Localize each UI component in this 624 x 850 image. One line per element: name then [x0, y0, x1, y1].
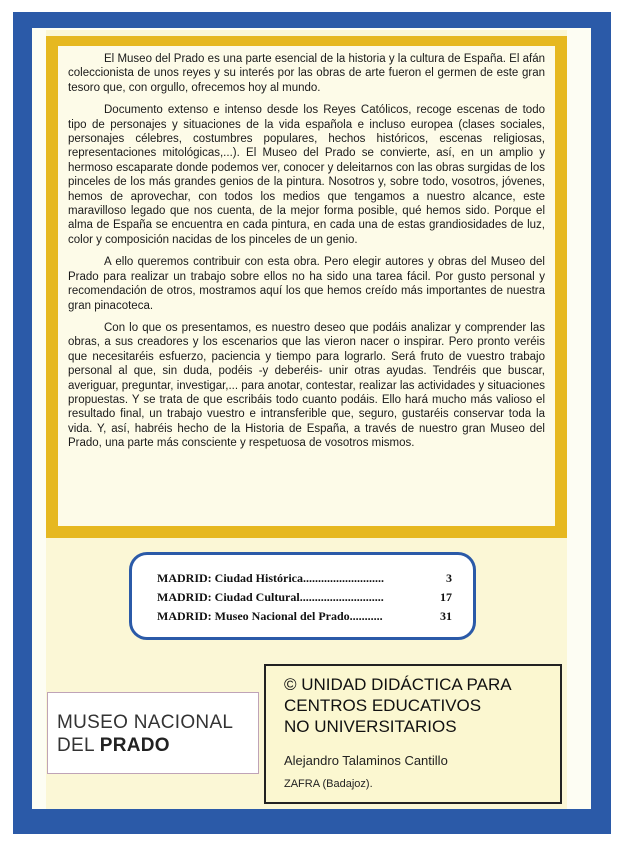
table-of-contents	[129, 552, 476, 640]
toc-dots: ...........................	[303, 571, 384, 585]
museo-logo-line2	[57, 734, 258, 757]
credits-author: Alejandro Talaminos Cantillo	[284, 753, 448, 768]
intro-paragraph-3: A ello queremos contribuir con esta obra. Pero elegir autores y obras del Museo del Prado para realizar un trabajo sobre ellos no ha sido una tarea fácil. Por gusto personal y recomendación de otros, mostramos aquí los que hemos creído más importantes de nuestra gran pinacoteca.	[68, 256, 545, 312]
intro-paragraph-1: El Museo del Prado es una parte esencial de la historia y la cultura de España. El afán coleccionista de unos reyes y su interés por las obras de arte fueron el germen de este gran tesoro que, con orgullo, ofrecemos hoy al mundo.	[68, 53, 545, 94]
toc-entry[interactable]	[157, 569, 452, 588]
toc-page: 3	[446, 571, 452, 585]
toc-dots: ...........	[349, 609, 383, 623]
museo-logo	[47, 692, 259, 774]
credits-box	[264, 664, 562, 804]
intro-text	[58, 46, 555, 526]
credits-line3: NO UNIVERSITARIOS	[284, 717, 457, 736]
intro-paragraph-4: Con lo que os presentamos, es nuestro deseo que podáis analizar y comprender las obras, a sus creadores y los escenarios que las vieron nacer o inspirar. Pero pronto veréis que necesitaréis esfuerzo, paciencia y tiempo para lograrlo. Será fruto de vuestro trabajo personal al que, sin duda, podéis -y deberéis- unir otras ayudas. Tendréis que buscar, averiguar, preguntar, investigar,... para anotar, contestar, realizar las actividades y situaciones propuestas. Y se trata de que escribáis todo cuanto podáis. Ello hará mucho más valioso el resultado final, un trabajo vuestro e intransferible que, seguro, gustaréis conservar toda la vida. Y, así, habréis hecho de la Historia de España, a través de nuestro gran Museo del Prado, una parte más consciente y respetuosa de vosotros mismos.	[68, 321, 545, 450]
toc-page: 31	[440, 609, 452, 623]
museo-logo-prefix: DEL	[57, 735, 100, 756]
credits-place: ZAFRA (Badajoz).	[284, 778, 373, 790]
credits-line1: © UNIDAD DIDÁCTICA PARA	[284, 675, 512, 694]
museo-logo-line1: MUSEO NACIONAL	[57, 712, 234, 733]
toc-dots: ............................	[299, 590, 384, 604]
credits-line2: CENTROS EDUCATIVOS	[284, 696, 482, 715]
toc-page: 17	[440, 590, 452, 604]
toc-title: MADRID: Museo Nacional del Prado	[157, 609, 350, 623]
toc-title: MADRID: Ciudad Histórica	[157, 571, 303, 585]
toc-entry[interactable]	[157, 607, 452, 626]
museo-logo-bold: PRADO	[99, 735, 170, 756]
intro-paragraph-2: Documento extenso e intenso desde los Reyes Católicos, recoge escenas de todo tipo de personajes y situaciones de la vida española e incluso europea (clases sociales, personajes célebres, costumbres populares, hechos históricos, escenas religiosas, representaciones mitológicas,...). El Museo del Prado se convierte, así, en un amplio y hermoso escaparate donde podemos ver, conocer y deleitarnos con las obras surgidas de los pinceles de los más grandes genios de la pintura. Nosotros y, sobre todo, vosotros, jóvenes, hemos de aprovechar, con todos los medios que tengamos a nuestro alcance, este maravilloso legado que nos cuenta, de la mejor forma posible, qué hemos sido. Porque el alma de España se encuentra en cada pintura, en cada una de estas grandiosidades de luz, color y composición nacidas de los pinceles de un genio.	[68, 104, 545, 246]
toc-entry[interactable]	[157, 588, 452, 607]
toc-title: MADRID: Ciudad Cultural	[157, 590, 300, 604]
